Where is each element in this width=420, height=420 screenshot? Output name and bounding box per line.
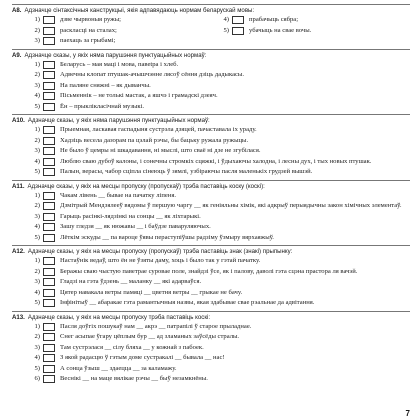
option-4 — [32, 353, 410, 364]
option-number: 3) — [34, 37, 40, 44]
option-number: 2) — [34, 333, 40, 340]
option-number: 2) — [34, 26, 40, 34]
question-number: A8. — [12, 7, 22, 14]
question-a13-header — [12, 311, 410, 322]
option-2 — [32, 332, 410, 343]
answer-checkbox[interactable] — [43, 137, 55, 145]
answer-checkbox[interactable] — [43, 234, 55, 242]
option-text: убачыць на свае вочы. — [249, 26, 312, 34]
option-text: Гладзі на гэта ўдзень __ маланку __ які адарваўся. — [60, 278, 202, 286]
option-4 — [32, 288, 410, 299]
option-text: Не было ў цемры ні шкадавання, ні мыслі, што сваё ні дзе не згубілася. — [60, 147, 261, 155]
option-text: Чакам лівень __ бывае на пачатку ліпеня. — [60, 191, 177, 199]
option-number: 2) — [34, 71, 40, 78]
option-number: 1) — [34, 322, 40, 330]
question-a9-header — [12, 49, 410, 60]
option-text: Прыемная, ласкавая гаспадыня сустрэла дзяцей, пачаставала іх ураду. — [60, 126, 257, 134]
answer-checkbox[interactable] — [43, 16, 55, 24]
question-a11 — [12, 180, 410, 244]
option-text: Настаўнік ведаў, што ён не ўзяты даму, хоць і было так у гэтай пачатку. — [60, 257, 261, 265]
option-text: прабачыць сябра; — [249, 16, 299, 24]
option-number: 1) — [34, 60, 40, 68]
option-number: 3) — [34, 81, 40, 89]
option-number: 2) — [34, 136, 40, 144]
option-4 — [32, 91, 410, 102]
answer-checkbox[interactable] — [43, 103, 55, 111]
options-list — [12, 60, 410, 113]
option-number: 5) — [34, 233, 40, 241]
answer-checkbox[interactable] — [43, 375, 55, 383]
question-prompt: Адзначце сказы, у якіх на месцы пропуску (пропускаў) трэба паставіць знак (знакі) прыпынку: — [27, 248, 293, 255]
option-number: 1) — [34, 257, 40, 264]
question-number: A10. — [12, 117, 25, 124]
answer-checkbox[interactable] — [232, 16, 244, 24]
answer-checkbox[interactable] — [43, 158, 55, 166]
option-text: Веснікі __ на маце вялікае рэчы __ быў незамкнёны. — [60, 375, 208, 383]
question-prompt: Адзначце сказы, у якіх на месцы пропуску (пропускаў) трэба паставіць коску (коскі): — [27, 182, 265, 190]
question-a13 — [12, 311, 410, 385]
options-column-right — [221, 15, 410, 47]
option-3 — [32, 146, 410, 157]
options-list — [12, 191, 410, 244]
option-5 — [32, 167, 410, 178]
option-number: 3) — [34, 147, 40, 154]
option-1 — [32, 15, 221, 26]
option-3 — [32, 277, 410, 288]
question-a12-header — [12, 245, 410, 256]
answer-checkbox[interactable] — [43, 333, 55, 341]
question-prompt: Адзначце сказы, у якіх няма парушэння пунктуацыйных нормаў: — [24, 51, 207, 59]
question-a9 — [12, 49, 410, 113]
option-2 — [32, 26, 221, 37]
option-number: 1) — [34, 16, 40, 23]
option-number: 4) — [34, 92, 40, 99]
answer-checkbox[interactable] — [43, 27, 55, 35]
option-number: 4) — [34, 354, 40, 361]
answer-checkbox[interactable] — [43, 278, 55, 286]
option-5 — [32, 298, 410, 309]
option-text: Люблю сваю дубоў калоны, і сонечны стромкіх сцяжкі, і ўдыхаючы халодна, і лесны дух, і тых новых птушак. — [60, 157, 372, 165]
option-1 — [32, 322, 410, 333]
option-text: Пасля доўгіх пошукаў нам __ акрэ __ патрапілі ў старое прыладнае. — [60, 322, 252, 330]
option-3 — [32, 81, 410, 92]
question-number: A11. — [12, 182, 25, 190]
question-number: A9. — [12, 51, 22, 59]
option-1 — [32, 191, 410, 202]
option-text: Там сустрэлася __ сілу бляха __ у кожнай з пабоек. — [60, 343, 204, 351]
answer-checkbox[interactable] — [43, 213, 55, 221]
option-6 — [32, 374, 410, 385]
option-text: Беражы сваю чыстую паветрае суровае поле, знайдзі ўсе, як і палову, даволі гэта сцэна прастора ля вачэй. — [60, 267, 358, 275]
question-a10-header — [12, 114, 410, 125]
option-text: Зашу гледзя __ як нюжавы __ і баўдзе паваруляючых. — [60, 223, 211, 231]
question-prompt: Адзначце сінтаксічныя канструкцыі, якія адпавядаюць нормам беларускай мовы: — [24, 7, 255, 14]
question-a8 — [12, 4, 410, 47]
answer-checkbox[interactable] — [43, 61, 55, 69]
option-2 — [32, 136, 410, 147]
answer-checkbox[interactable] — [43, 37, 55, 45]
question-prompt: Адзначце сказы, у якіх няма парушэння пунктуацыйных нормаў: — [27, 117, 210, 124]
answer-checkbox[interactable] — [43, 126, 55, 134]
option-text: Адвечны клопат птушак-ачышчэнне лясоў сёння дзіць дадыкасы. — [60, 71, 245, 79]
option-2 — [32, 70, 410, 81]
option-text: Хадзіць весела дазорам па цэлай рэчы, бы бацьку ружала ружыцы. — [60, 136, 249, 144]
option-5 — [32, 233, 410, 244]
option-number: 1) — [34, 126, 40, 133]
question-a12 — [12, 245, 410, 309]
options-list — [12, 322, 410, 385]
option-text: раскласці на сталах; — [60, 26, 117, 34]
answer-checkbox[interactable] — [232, 27, 244, 35]
option-text: З якой радасцю ў гэтым доме сустракалі __ бывала __ нас! — [60, 354, 225, 362]
answer-checkbox[interactable] — [43, 365, 55, 373]
question-a10 — [12, 114, 410, 178]
answer-checkbox[interactable] — [43, 354, 55, 362]
answer-checkbox[interactable] — [43, 268, 55, 276]
option-number: 5) — [34, 364, 40, 372]
option-1 — [32, 256, 410, 267]
answer-checkbox[interactable] — [43, 202, 55, 210]
option-number: 4) — [34, 288, 40, 296]
question-prompt: Адзначце сказы, у якіх на месцы пропуску трэба паставіць коскі: — [27, 313, 211, 321]
answer-checkbox[interactable] — [43, 82, 55, 90]
option-number: 5) — [34, 299, 40, 306]
answer-checkbox[interactable] — [43, 223, 55, 231]
option-number: 5) — [34, 102, 40, 110]
answer-checkbox[interactable] — [43, 168, 55, 176]
option-text: Дзмітрый Мендзялееў вядомы ў першую чаргу __ як геніяльны хімік, які адкрыў перыядычны закон хімічных элементаў. — [60, 202, 402, 210]
option-text: Лёткім эскуды __ па вароце ўявы пераступіўшы радзіму ўзмыру вярхаяжыў. — [60, 233, 274, 241]
option-number: 3) — [34, 212, 40, 220]
question-a8-header — [12, 4, 410, 15]
answer-checkbox[interactable] — [43, 147, 55, 155]
options-column-left — [32, 15, 221, 47]
option-number: 4) — [34, 157, 40, 165]
option-5 — [221, 26, 410, 37]
option-text: Палын, верасы, чабор сціпла сінеюць ў зямлі, узбіраючы пасля маленькіх грудзей вышэй. — [60, 168, 313, 176]
option-3 — [32, 212, 410, 223]
option-number: 1) — [34, 191, 40, 199]
options-list — [12, 256, 410, 309]
option-4 — [32, 157, 410, 168]
option-number: 2) — [34, 267, 40, 275]
option-text: Ён – прыклікласічнай музыкі. — [60, 102, 145, 110]
option-1 — [32, 60, 410, 71]
option-1 — [32, 125, 410, 136]
answer-checkbox[interactable] — [43, 299, 55, 307]
option-5 — [32, 364, 410, 375]
option-text: Гарыць расінкі-лядзінкі на сонцы __ як ліхтарыкі. — [60, 212, 201, 220]
answer-checkbox[interactable] — [43, 92, 55, 100]
option-text: паехаць за грыбамі; — [60, 37, 116, 45]
question-a11-header — [12, 180, 410, 191]
options-list — [12, 125, 410, 178]
option-text: Цятер навакала ветры памяці __ цветня ветры __ грыкае не бачу. — [60, 288, 243, 296]
option-text: Інфінітыў __ абаракае гэта рамантычныя назвы, якая здабывае свае рэальнае да адвітання. — [60, 299, 315, 307]
option-text: дзве чырвоныя ружы; — [60, 16, 121, 24]
option-text: А сонца ўзыш __ здаецца __ за каламажу. — [60, 364, 177, 372]
answer-checkbox[interactable] — [43, 323, 55, 331]
options-list — [12, 15, 410, 47]
option-text: Снег асыпае ўгару цёплым бур __ ад зламаных заўсёды стралы. — [60, 333, 240, 341]
question-number: A12. — [12, 248, 25, 255]
option-5 — [32, 102, 410, 113]
option-number: 5) — [223, 26, 229, 34]
answer-checkbox[interactable] — [43, 257, 55, 265]
option-number: 2) — [34, 202, 40, 209]
option-number: 4) — [223, 16, 229, 23]
option-text: На паляне сняжні – як дыванчы. — [60, 81, 151, 89]
option-number: 5) — [34, 168, 40, 175]
option-number: 6) — [34, 375, 40, 382]
page-number: 7 — [405, 409, 410, 418]
option-2 — [32, 267, 410, 278]
option-3 — [32, 343, 410, 354]
option-text: Беларусь – мая маці і мова, павеtра і хлеб. — [60, 60, 179, 68]
option-4 — [32, 222, 410, 233]
option-number: 3) — [34, 343, 40, 351]
option-number: 4) — [34, 223, 40, 230]
option-number: 3) — [34, 278, 40, 285]
option-text: Пісьменнік – не толькі мастак, а яшчэ і грамадскі дзеяч. — [60, 92, 218, 100]
option-4 — [221, 15, 410, 26]
answer-checkbox[interactable] — [43, 71, 55, 79]
option-2 — [32, 201, 410, 212]
option-3 — [32, 36, 221, 47]
answer-checkbox[interactable] — [43, 192, 55, 200]
answer-checkbox[interactable] — [43, 344, 55, 352]
question-number: A13. — [12, 313, 25, 321]
answer-checkbox[interactable] — [43, 289, 55, 297]
